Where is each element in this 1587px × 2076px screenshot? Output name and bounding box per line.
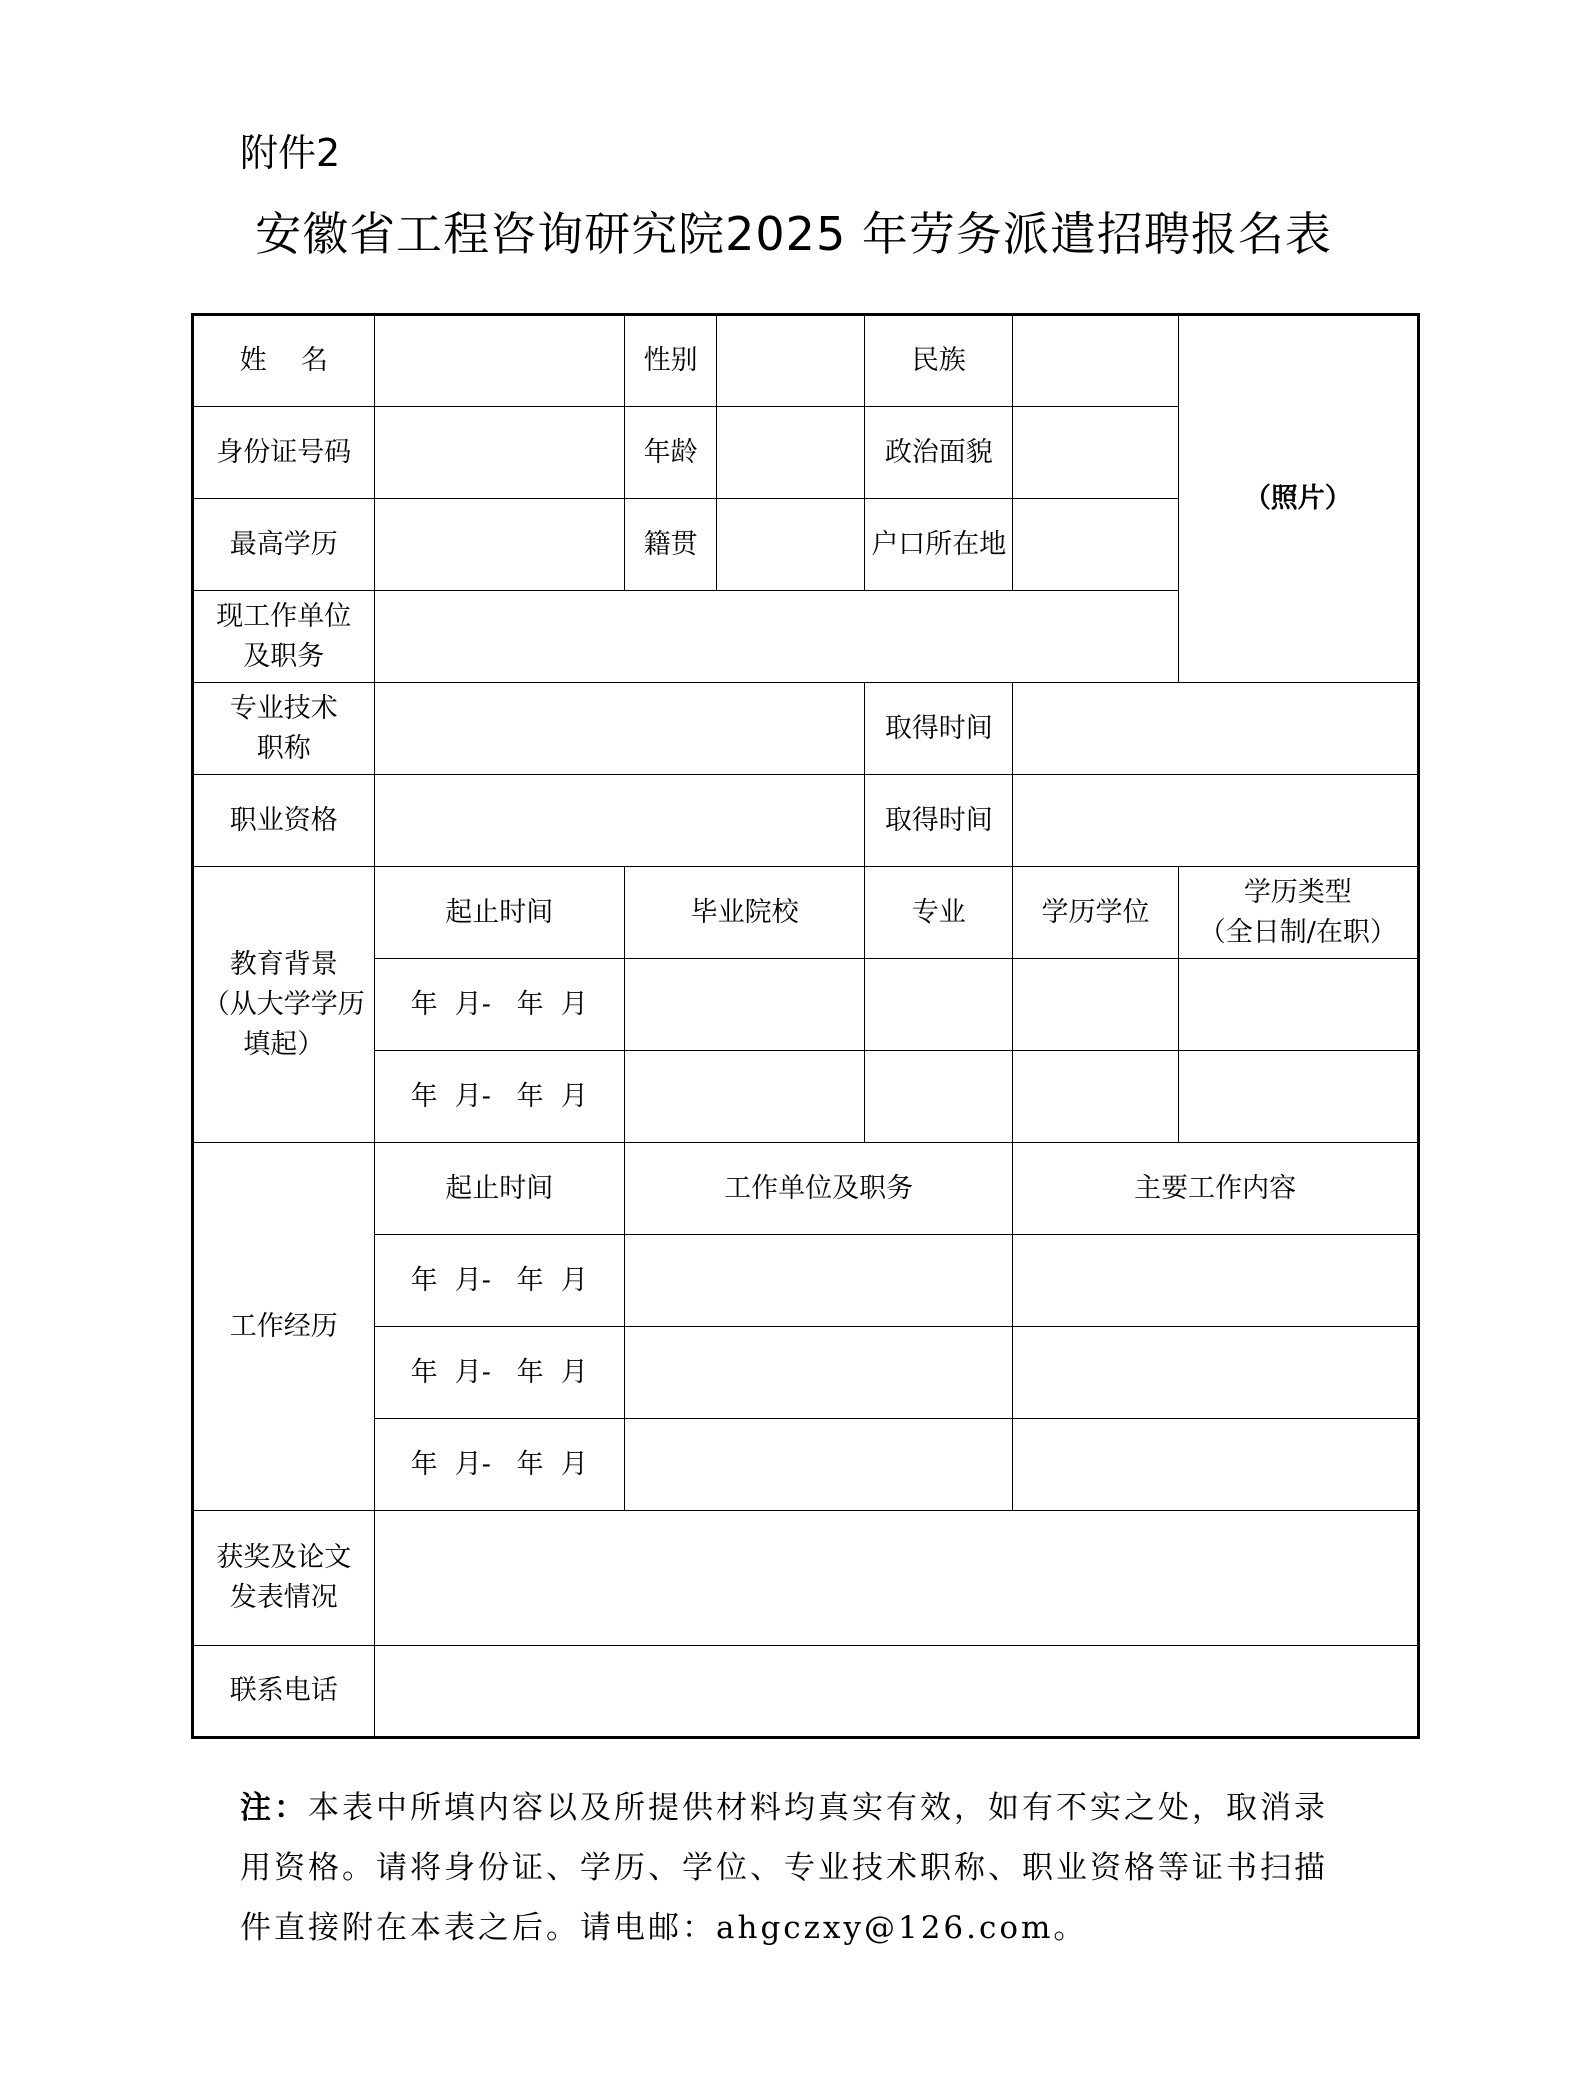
phone-field[interactable] (374, 1646, 1418, 1738)
edu-degree-cell[interactable] (1013, 959, 1178, 1051)
edu-degree-header: 学历学位 (1013, 867, 1178, 959)
highest-education-label: 最高学历 (193, 499, 375, 591)
current-job-label: 现工作单位 及职务 (193, 591, 375, 683)
gender-field[interactable] (717, 315, 865, 407)
native-place-label: 籍贯 (624, 499, 716, 591)
name-label: 姓 名 (193, 315, 375, 407)
work-unit-header: 工作单位及职务 (624, 1143, 1012, 1235)
footnote (240, 1778, 1360, 1958)
awards-papers-field[interactable] (374, 1511, 1418, 1646)
id-number-label: 身份证号码 (193, 407, 375, 499)
work-unit-cell[interactable] (624, 1235, 1012, 1327)
title-obtained-time-field[interactable] (1013, 683, 1419, 775)
political-status-field[interactable] (1013, 407, 1178, 499)
age-field[interactable] (717, 407, 865, 499)
edu-period-cell[interactable]: 年 月- 年 月 (374, 1051, 624, 1143)
edu-major-header: 专业 (865, 867, 1013, 959)
work-content-cell[interactable] (1013, 1327, 1419, 1419)
work-unit-cell[interactable] (624, 1419, 1012, 1511)
edu-school-header: 毕业院校 (624, 867, 864, 959)
id-number-field[interactable] (374, 407, 624, 499)
qualification-label: 职业资格 (193, 775, 375, 867)
edu-type-cell[interactable] (1178, 959, 1418, 1051)
work-experience-label: 工作经历 (193, 1143, 375, 1511)
highest-education-field[interactable] (374, 499, 624, 591)
professional-title-label: 专业技术 职称 (193, 683, 375, 775)
native-place-field[interactable] (717, 499, 865, 591)
professional-title-field[interactable] (374, 683, 865, 775)
ethnicity-field[interactable] (1013, 315, 1178, 407)
current-job-field[interactable] (374, 591, 1178, 683)
work-period-cell[interactable]: 年 月- 年 月 (374, 1327, 624, 1419)
qualification-obtained-time-label: 取得时间 (865, 775, 1013, 867)
edu-period-cell[interactable]: 年 月- 年 月 (374, 959, 624, 1051)
title-obtained-time-label: 取得时间 (865, 683, 1013, 775)
footnote-lead: 注： (240, 1790, 308, 1826)
work-period-cell[interactable]: 年 月- 年 月 (374, 1235, 624, 1327)
registration-form (191, 313, 1420, 1739)
phone-label: 联系电话 (193, 1646, 375, 1738)
edu-type-header: 学历类型 （全日制/在职） (1178, 867, 1418, 959)
work-content-cell[interactable] (1013, 1235, 1419, 1327)
edu-major-cell[interactable] (865, 959, 1013, 1051)
work-period-cell[interactable]: 年 月- 年 月 (374, 1419, 624, 1511)
gender-label: 性别 (624, 315, 716, 407)
hukou-label: 户口所在地 (865, 499, 1013, 591)
edu-major-cell[interactable] (865, 1051, 1013, 1143)
work-content-header: 主要工作内容 (1013, 1143, 1419, 1235)
political-status-label: 政治面貌 (865, 407, 1013, 499)
qualification-field[interactable] (374, 775, 865, 867)
work-content-cell[interactable] (1013, 1419, 1419, 1511)
attachment-label: 附件2 (240, 131, 341, 175)
work-period-header: 起止时间 (374, 1143, 624, 1235)
edu-type-cell[interactable] (1178, 1051, 1418, 1143)
edu-school-cell[interactable] (624, 959, 864, 1051)
ethnicity-label: 民族 (865, 315, 1013, 407)
hukou-field[interactable] (1013, 499, 1178, 591)
work-unit-cell[interactable] (624, 1327, 1012, 1419)
qualification-obtained-time-field[interactable] (1013, 775, 1419, 867)
edu-period-header: 起止时间 (374, 867, 624, 959)
age-label: 年龄 (624, 407, 716, 499)
photo-box[interactable]: （照片） (1178, 315, 1418, 683)
awards-papers-label: 获奖及论文 发表情况 (193, 1511, 375, 1646)
education-background-label: 教育背景 （从大学学历 填起） (193, 867, 375, 1143)
page-title: 安徽省工程咨询研究院2025 年劳务派遣招聘报名表 (255, 207, 1332, 261)
name-field[interactable] (374, 315, 624, 407)
edu-school-cell[interactable] (624, 1051, 864, 1143)
edu-degree-cell[interactable] (1013, 1051, 1178, 1143)
footnote-text: 本表中所填内容以及所提供材料均真实有效，如有不实之处，取消录用资格。请将身份证、学历、学位、专业技术职称、职业资格等证书扫描件直接附在本表之后。请电邮：ahgczxy@126.com。 (240, 1790, 1328, 1946)
